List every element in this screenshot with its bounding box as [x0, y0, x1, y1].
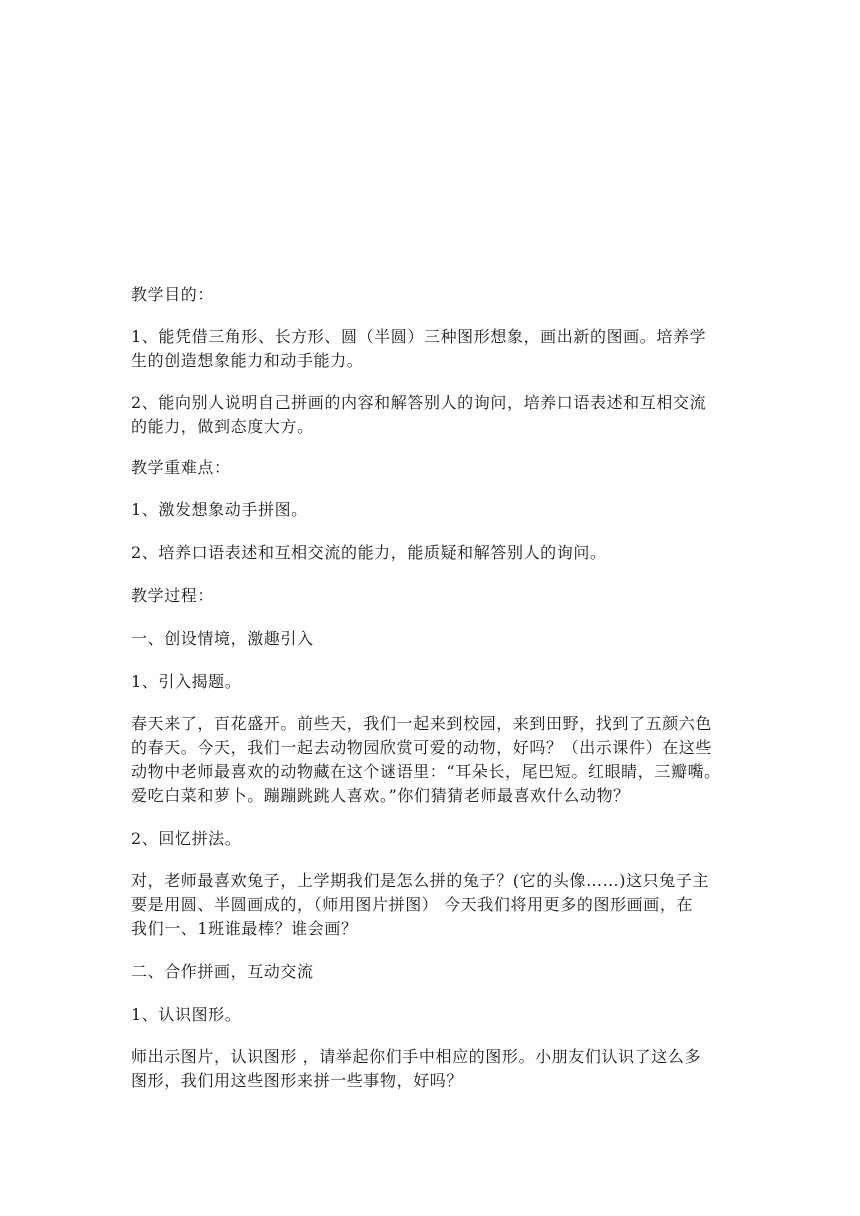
- text-line: 教学重难点：: [131, 458, 231, 477]
- text-line: 生的创造想象能力和动手能力。: [131, 351, 364, 370]
- text-line: 二、合作拼画，互动交流: [131, 962, 314, 981]
- heading-section-1: [131, 627, 314, 651]
- text-line: 教学目的：: [131, 285, 215, 304]
- text-line: 动物中老师最喜欢的动物藏在这个谜语里：“耳朵长，尾巴短。红眼睛，三瓣嘴。: [131, 762, 721, 781]
- paragraph-objective-1: [131, 325, 706, 373]
- text-line: 1、认识图形。: [131, 1005, 242, 1024]
- heading-section-2: [131, 960, 314, 984]
- text-line: 图形，我们用这些图形来拼一些事物，好吗？: [131, 1071, 464, 1090]
- text-line: 的能力，做到态度大方。: [131, 417, 314, 436]
- heading-objectives: [131, 283, 214, 307]
- text-line: 师出示图片，认识图形 ，请举起你们手中相应的图形。小朋友们认识了这么多: [131, 1047, 702, 1066]
- text-line: 的春天。今天，我们一起去动物园欣赏可爱的动物，好吗？（出示课件）在这些: [131, 738, 713, 757]
- text-line: 爱吃白菜和萝卜。蹦蹦跳跳人喜欢。”你们猜猜老师最喜欢什么动物？: [131, 786, 630, 805]
- text-line: 春天来了，百花盛开。前些天，我们一起来到校园，来到田野，找到了五颜六色: [131, 714, 713, 733]
- text-line: 2、能向别人说明自己拼画的内容和解答别人的询问，培养口语表述和互相交流: [131, 393, 707, 412]
- text-line: 1、激发想象动手拼图。: [131, 500, 308, 519]
- heading-step-2-1: [131, 1003, 241, 1027]
- paragraph-rabbit: [131, 869, 709, 941]
- text-line: 一、创设情境，激趣引入: [131, 629, 314, 648]
- paragraph-key-point-1: [131, 498, 308, 522]
- text-line: 要是用圆、半圆画成的，（师用图片拼图） 今天我们将用更多的图形画画，在: [131, 895, 694, 914]
- heading-key-points: [131, 456, 231, 480]
- heading-step-1-2: [131, 827, 241, 851]
- paragraph-key-point-2: [131, 541, 607, 565]
- text-line: 1、引入揭题。: [131, 672, 242, 691]
- text-line: 2、培养口语表述和互相交流的能力，能质疑和解答别人的询问。: [131, 543, 607, 562]
- text-line: 我们一、1班谁最棒？谁会画？: [131, 919, 358, 938]
- text-line: 教学过程：: [131, 586, 215, 605]
- heading-process: [131, 584, 214, 608]
- text-line: 1、能凭借三角形、长方形、圆（半圆）三种图形想象，画出新的图画。培养学: [131, 327, 707, 346]
- text-line: 2、回忆拼法。: [131, 829, 242, 848]
- paragraph-spring: [131, 712, 721, 808]
- heading-step-1-1: [131, 670, 241, 694]
- paragraph-shapes: [131, 1045, 701, 1093]
- text-line: 对，老师最喜欢兔子，上学期我们是怎么拼的兔子？(它的头像……)这只兔子主: [131, 871, 710, 890]
- paragraph-objective-2: [131, 391, 706, 439]
